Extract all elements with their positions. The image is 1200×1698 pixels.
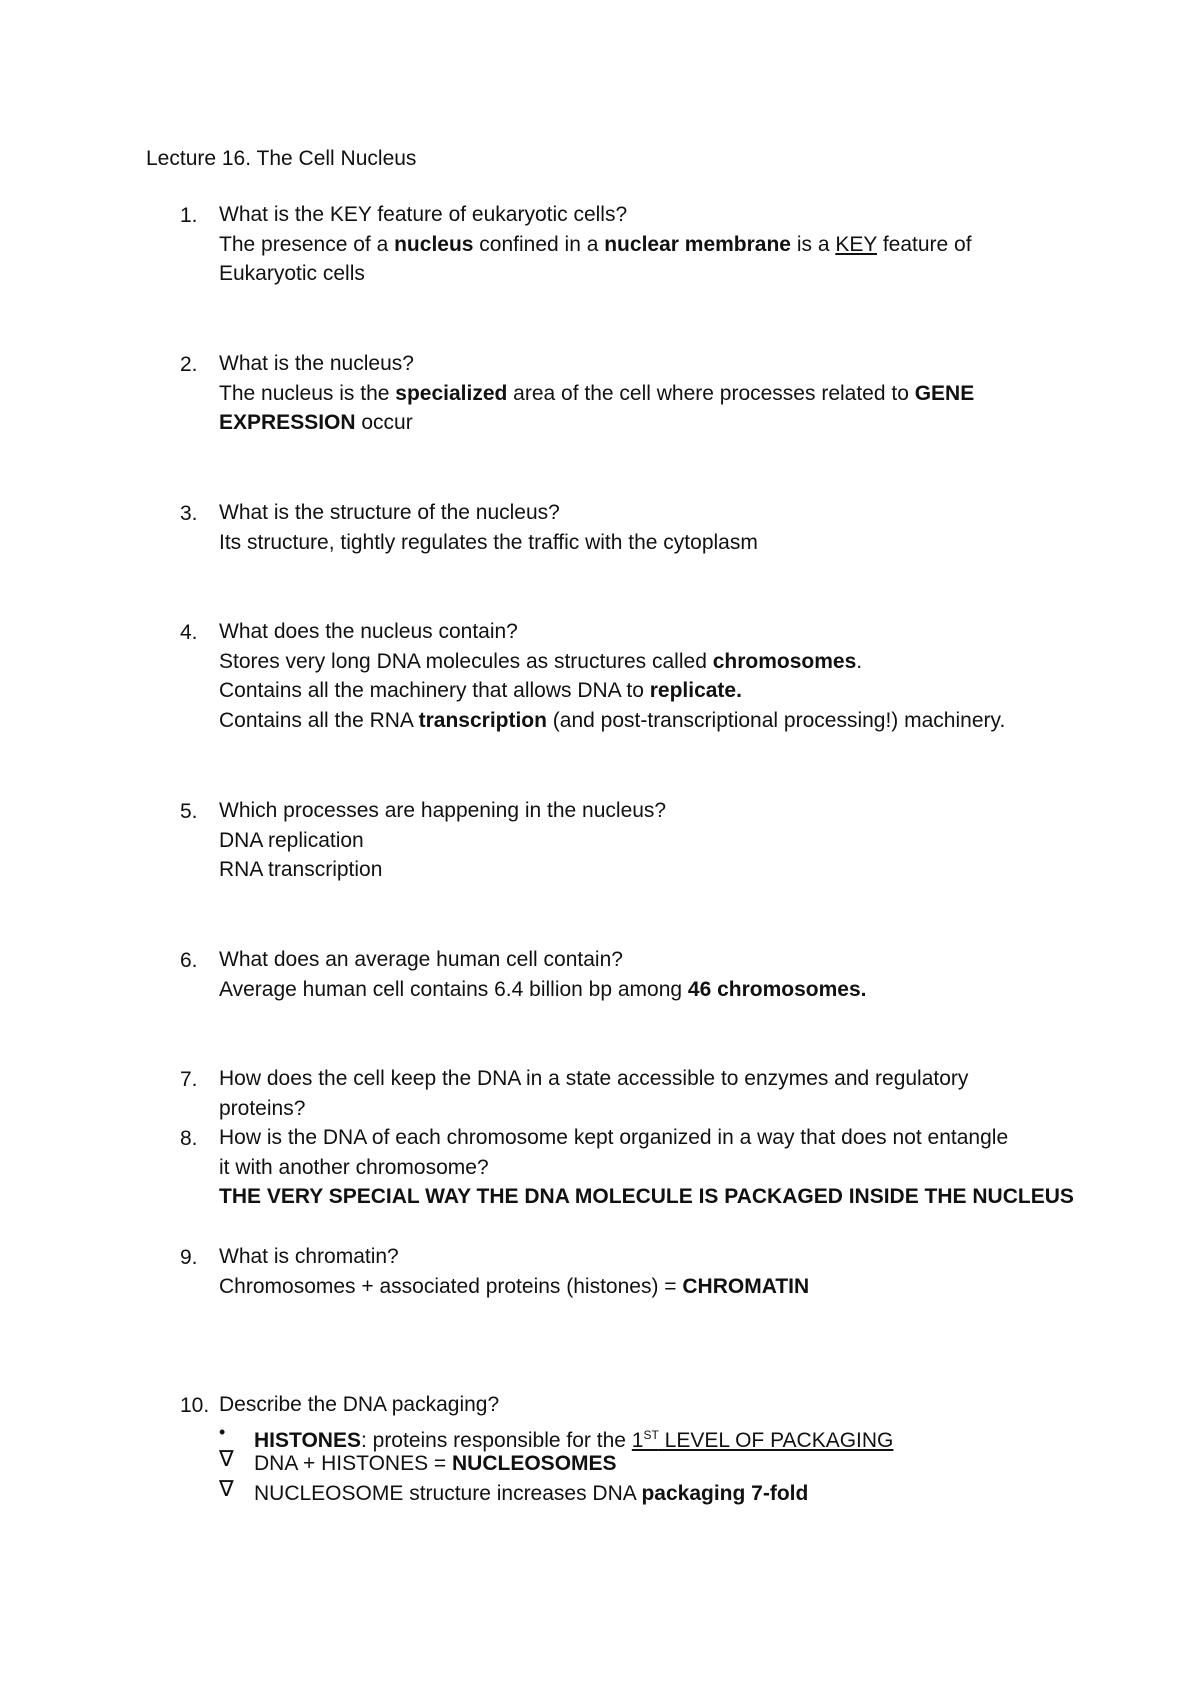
question-number: 5. xyxy=(180,800,198,823)
question-text: What is the KEY feature of eukaryotic cells? xyxy=(219,203,628,226)
triangle-bullet-icon: ∇ xyxy=(219,1477,234,1502)
question-number: 4. xyxy=(180,621,198,644)
question-text: How is the DNA of each chromosome kept organized in a way that does not entangle xyxy=(219,1126,1009,1149)
answer-text: THE VERY SPECIAL WAY THE DNA MOLECULE IS PACKAGED INSIDE THE NUCLEUS xyxy=(219,1185,1074,1208)
question-number: 7. xyxy=(180,1068,198,1091)
question-text: it with another chromosome? xyxy=(219,1156,489,1179)
answer-text: RNA transcription xyxy=(219,858,383,881)
question-number: 3. xyxy=(180,502,198,525)
answer-text: The presence of a nucleus confined in a nuclear membrane is a KEY feature of xyxy=(219,233,972,256)
bullet-text: HISTONES: proteins responsible for the 1ST LEVEL OF PACKAGING xyxy=(254,1428,894,1452)
question-text: Describe the DNA packaging? xyxy=(219,1393,500,1416)
triangle-bullet-icon: ∇ xyxy=(219,1447,234,1472)
sub-bullet-text: NUCLEOSOME structure increases DNA packaging 7-fold xyxy=(254,1482,809,1505)
bullet-icon: • xyxy=(219,1422,226,1442)
question-number: 9. xyxy=(180,1246,198,1269)
question-number: 8. xyxy=(180,1127,198,1150)
page-title: Lecture 16. The Cell Nucleus xyxy=(146,147,417,170)
answer-text: Contains all the machinery that allows DNA to replicate. xyxy=(219,679,742,702)
question-number: 1. xyxy=(180,204,198,227)
answer-text: Eukaryotic cells xyxy=(219,262,365,285)
answer-text: Stores very long DNA molecules as structures called chromosomes. xyxy=(219,650,863,673)
question-text: What is the structure of the nucleus? xyxy=(219,501,560,524)
question-number: 2. xyxy=(180,353,198,376)
question-text: What is the nucleus? xyxy=(219,352,414,375)
question-text: What is chromatin? xyxy=(219,1245,399,1268)
answer-text: Average human cell contains 6.4 billion bp among 46 chromosomes. xyxy=(219,978,867,1001)
question-number: 10. xyxy=(180,1394,210,1417)
question-text: What does the nucleus contain? xyxy=(219,620,518,643)
answer-text: Its structure, tightly regulates the traffic with the cytoplasm xyxy=(219,531,758,554)
answer-text: DNA replication xyxy=(219,829,364,852)
answer-text: Contains all the RNA transcription (and post-transcriptional processing!) machinery. xyxy=(219,709,1006,732)
answer-text: Chromosomes + associated proteins (histones) = CHROMATIN xyxy=(219,1275,810,1298)
question-text: What does an average human cell contain? xyxy=(219,948,623,971)
answer-text: EXPRESSION occur xyxy=(219,411,413,434)
question-number: 6. xyxy=(180,949,198,972)
answer-text: The nucleus is the specialized area of the cell where processes related to GENE xyxy=(219,382,975,405)
question-text: How does the cell keep the DNA in a state accessible to enzymes and regulatory xyxy=(219,1067,969,1090)
question-text: Which processes are happening in the nucleus? xyxy=(219,799,667,822)
sub-bullet-text: DNA + HISTONES = NUCLEOSOMES xyxy=(254,1452,617,1475)
question-text: proteins? xyxy=(219,1097,306,1120)
